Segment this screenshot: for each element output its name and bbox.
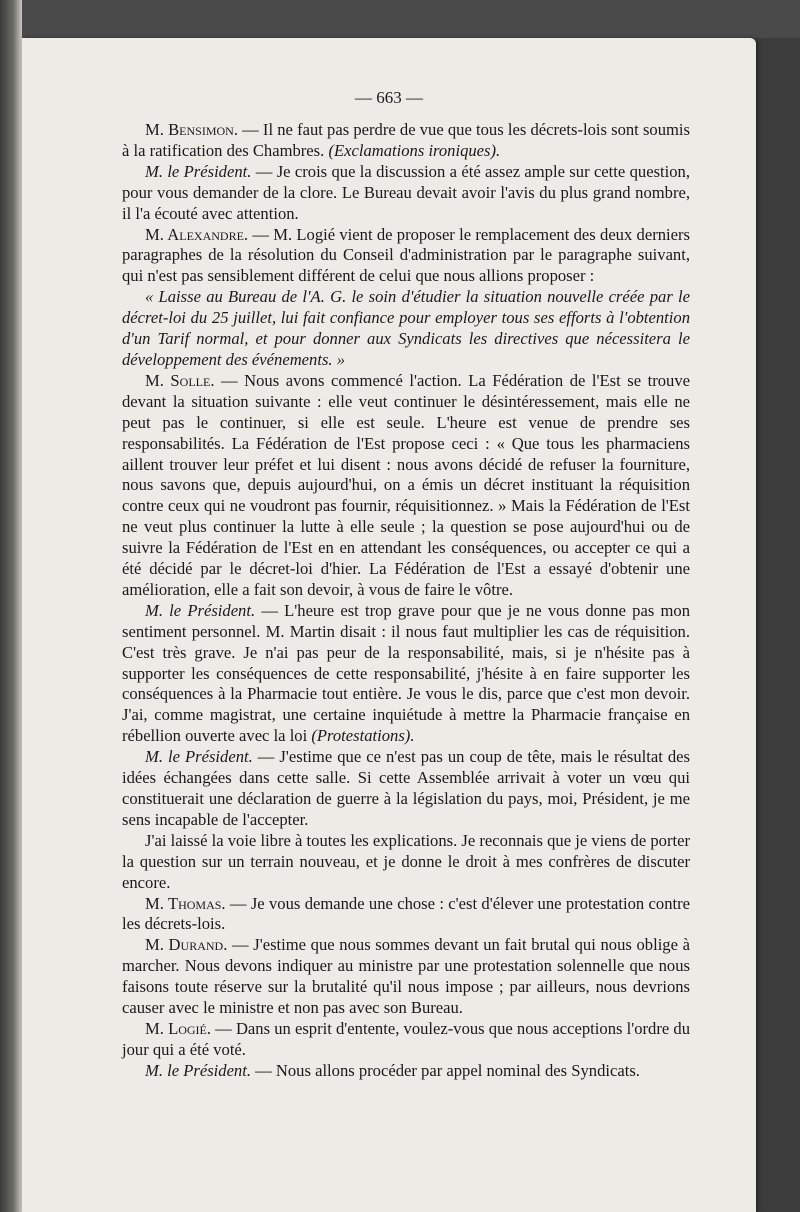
paragraph-text: — Dans un esprit d'entente, voulez-vous que nous acceptions l'ordre du jour qui a été voté. (122, 1018, 690, 1059)
paragraph-text: — J'estime que ce n'est pas un coup de tête, mais le résultat des idées échangées dans cette salle. Si cette Assemblée arrivait à voter un vœu qui constituerait une déclaration de guerre à la législation du pays, moi, Président, je me sens incapable de l'accepter. (122, 747, 690, 829)
paragraph-text: — Je crois que la discussion a été assez ample sur cette question, pour vous demander de la clore. Le Bureau devait avoir l'avis du plus grand nombre, il l'a écouté avec attention. (122, 161, 690, 223)
paragraph (122, 371, 690, 601)
adjacent-page-edge (0, 0, 22, 1212)
paragraph (122, 225, 690, 288)
paragraph (122, 1019, 690, 1061)
quoted-resolution: « Laisse au Bureau de l'A. G. le soin d'étudier la situation nouvelle créée par le décret-loi du 25 juillet, lui fait confiance pour employer tous ses efforts à l'obtention d'un Tarif normal, et pour donner aux Syndicats les directives que nécessitera le développement des événements. » (122, 287, 690, 369)
paragraph-text: — J'estime que nous sommes devant un fait brutal qui nous oblige à marcher. Nous devons indiquer au ministre par une protestation solennelle que nous faisons toute réserve sur la brutalité qu'il nous impose ; par ailleurs, nous devrions causer avec le ministre et non pas avec son Bureau. (122, 935, 690, 1018)
speaker-name: M. le Président. (145, 747, 253, 767)
paragraph-text: — M. Logié vient de proposer le remplacement des deux derniers paragraphes de la résolution du Conseil d'administration par le paragraphe suivant, qui n'est pas sensiblement différent de celui que nous allions proposer : (122, 224, 690, 286)
page-number: — 663 — (355, 88, 423, 107)
speaker-name: M. Solle. (145, 370, 215, 390)
stage-direction: (Exclamations ironiques). (328, 140, 501, 160)
speaker-name: M. Thomas. (145, 893, 226, 913)
paragraph (122, 1061, 690, 1082)
speaker-name: M. Bensimon. (145, 120, 238, 139)
paragraph (122, 747, 690, 831)
paragraph (122, 831, 690, 894)
speaker-name: M. le Président. (145, 600, 256, 620)
paragraph (122, 120, 690, 162)
speaker-name: M. Alexandre. (145, 224, 249, 244)
paragraph (122, 601, 690, 747)
paragraph-text: — Nous avons commencé l'action. La Fédération de l'Est se trouve devant la situation suivante : elle veut continuer le désintéressement, mais elle ne peut pas le continuer, si elle est seule. L'heure est venue de prendre ses responsabilités. La Fédération de l'Est propose ceci : « Que tous les pharmaciens aillent trouver leur préfet et lui disent : nous avons décidé de refuser la fourniture, nous savons que, depuis aujourd'hui, on a émis un décret instituant la réquisition contre ceux qui ne voudront pas fournir, réquisitionnez. » Mais la Fédération de l'Est ne veut plus continuer la lutte à elle seule ; la question se pose aujourd'hui ou de suivre la Fédération de l'Est en en attendant les conséquences, ou accepter ce qui a été décidé par le décret-loi d'hier. La Fédération de l'Est a essayé d'obtenir une amélioration, elle a fait son devoir, à vous de faire le vôtre. (122, 370, 691, 599)
scan-background (756, 38, 800, 1212)
paragraph-text: — L'heure est trop grave pour que je ne vous donne pas mon sentiment personnel. M. Martin disait : il nous faut multiplier les cas de réquisition. C'est très grave. Je n'ai pas peur de la responsabilité, mais, si je n'hésite pas à supporter les conséquences de cette responsabilité, j'hésite à en faire supporter les conséquences à la Pharmacie tout entière. Je vous le dis, parce que c'est mon devoir. J'ai, comme magistrat, une certaine inquiétude à mettre la Pharmacie française en rébellion ouverte avec la loi (122, 600, 690, 746)
document-page (22, 38, 756, 1212)
paragraph-text: — Je vous demande une chose : c'est d'élever une protestation contre les décrets-lois. (122, 893, 690, 934)
speaker-name: M. le Président. (145, 1060, 251, 1080)
speaker-name: M. Logié. (145, 1018, 212, 1038)
speaker-name: M. le Président. (145, 161, 252, 181)
paragraph (122, 894, 690, 936)
speaker-name: M. Durand. (145, 935, 228, 955)
paragraph-text: J'ai laissé la voie libre à toutes les explications. Je reconnais que je viens de porter la question sur un terrain nouveau, et je donne le droit à mes confrères de discuter encore. (122, 830, 690, 892)
paragraph (122, 162, 690, 225)
paragraph-text: — Il ne faut pas perdre de vue que tous les décrets-lois sont soumis à la ratification des Chambres. (122, 120, 690, 160)
document-body (122, 120, 690, 1082)
paragraph-text: — Nous allons procéder par appel nominal des Syndicats. (251, 1060, 640, 1080)
stage-direction: (Protestations). (311, 726, 415, 746)
paragraph (122, 935, 690, 1019)
